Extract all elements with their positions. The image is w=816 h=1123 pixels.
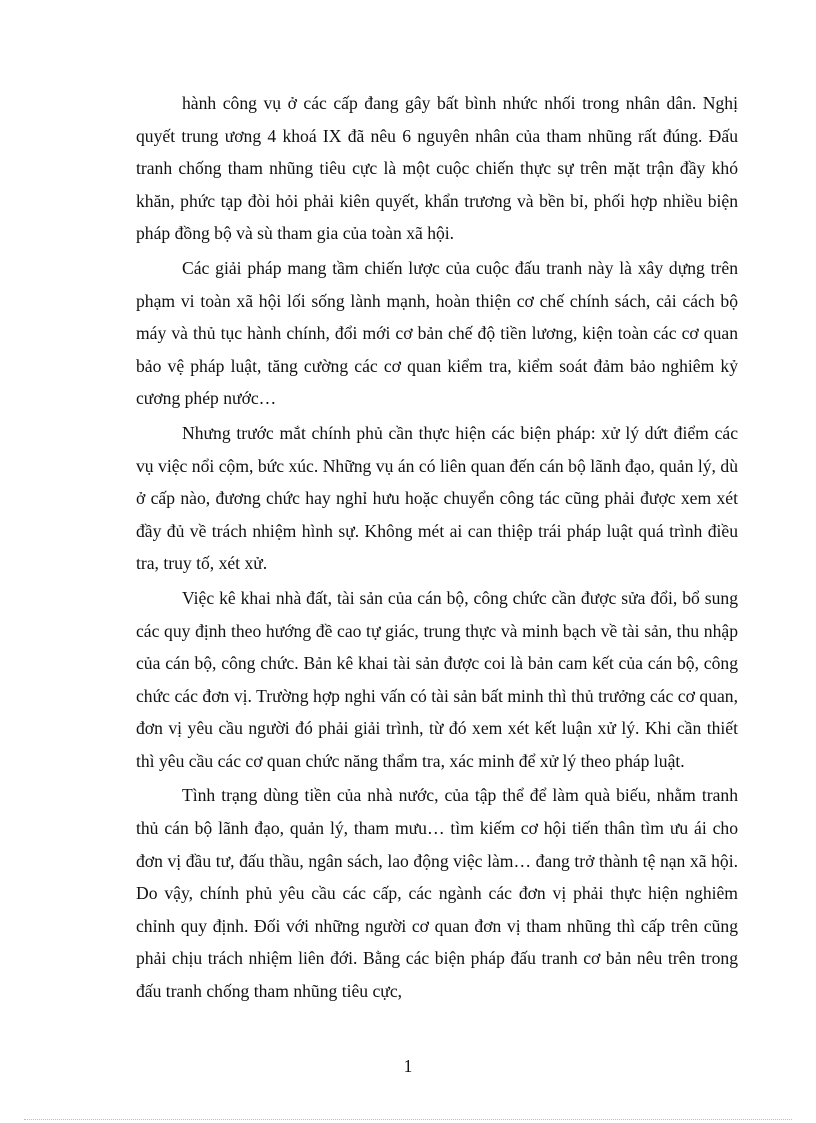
body-text (136, 87, 738, 1010)
paragraph-5: Tình trạng dùng tiền của nhà nước, của tập thể để làm quà biếu, nhằm tranh thủ cán bộ lãnh đạo, quản lý, tham mưu… tìm kiếm cơ hội tiến thân tìm ưu ái cho đơn vị đầu tư, đấu thầu, ngân sách, lao động việc làm… đang trở thành tệ nạn xã hội. Do vậy, chính phủ yêu cầu các cấp, các ngành các đơn vị phải thực hiện nghiêm chỉnh quy định. Đối với những người cơ quan đơn vị tham nhũng thì cấp trên cũng phải chịu trách nhiệm liên đới. Bằng các biện pháp đấu tranh cơ bản nêu trên trong đấu tranh chống tham nhũng tiêu cực, (136, 785, 738, 1002)
page-bottom-border (24, 1119, 792, 1120)
paragraph-3: Nhưng trước mắt chính phủ cần thực hiện các biện pháp: xử lý dứt điểm các vụ việc nổi cộm, bức xúc. Những vụ án có liên quan đến cán bộ lãnh đạo, quản lý, dù ở cấp nào, đương chức hay nghỉ hưu hoặc chuyển công tác cũng phải được xem xét đầy đủ về trách nhiệm hình sự. Không mét ai can thiệp trái pháp luật quá trình điều tra, truy tố, xét xử. (136, 422, 738, 574)
page-number: 1 (403, 1056, 413, 1076)
paragraph-4: Việc kê khai nhà đất, tài sản của cán bộ, công chức cần được sửa đổi, bổ sung các quy định theo hướng đề cao tự giác, trung thực và minh bạch về tài sản, thu nhập của cán bộ, công chức. Bản kê khai tài sản được coi là bản cam kết của cán bộ, công chức các đơn vị. Trường hợp nghi vấn có tài sản bất minh thì thủ trưởng các cơ quan, đơn vị yêu cầu người đó phải giải trình, từ đó xem xét kết luận xử lý. Khi cần thiết thì yêu cầu các cơ quan chức năng thẩm tra, xác minh để xử lý theo pháp luật. (136, 587, 738, 771)
paragraph-1: hành công vụ ở các cấp đang gây bất bình nhức nhối trong nhân dân. Nghị quyết trung ương 4 khoá IX đã nêu 6 nguyên nhân của tham nhũng rất đúng. Đấu tranh chống tham nhũng tiêu cực là một cuộc chiến thực sự trên mặt trận đầy khó khăn, phức tạp đòi hỏi phải kiên quyết, khẩn trương và bền bỉ, phối hợp nhiều biện pháp đồng bộ và sù tham gia của toàn xã hội. (136, 93, 738, 244)
paragraph-2: Các giải pháp mang tầm chiến lược của cuộc đấu tranh này là xây dựng trên phạm vi toàn xã hội lối sống lành mạnh, hoàn thiện cơ chế chính sách, cải cách bộ máy và thủ tục hành chính, đổi mới cơ bản chế độ tiền lương, kiện toàn các cơ quan bảo vệ pháp luật, tăng cường các cơ quan kiểm tra, kiểm soát đảm bảo nghiêm kỷ cương phép nước… (136, 257, 738, 409)
